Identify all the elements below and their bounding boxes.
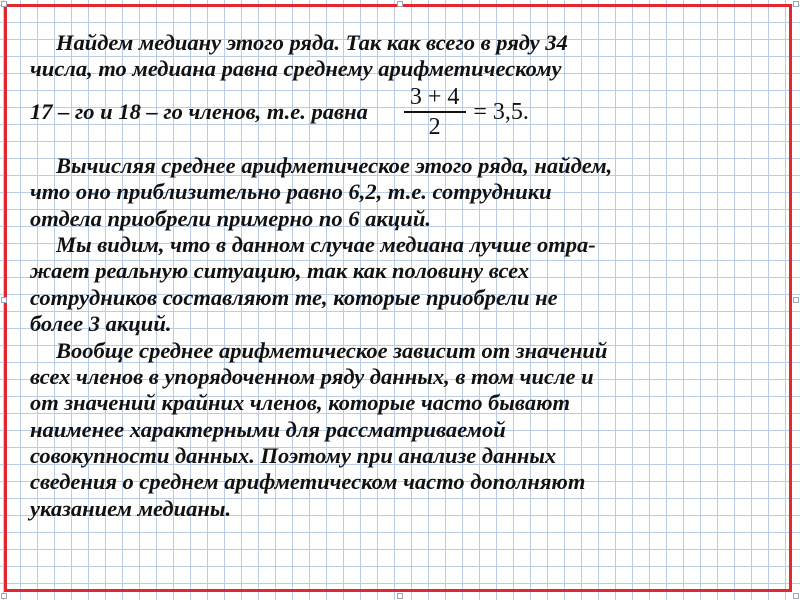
resize-handle-bottom-center[interactable] (397, 593, 403, 599)
resize-handle-bottom-left[interactable] (1, 593, 7, 599)
resize-handle-bottom-right[interactable] (793, 593, 799, 599)
text-line: числа, то медиана равна среднему арифметическому (30, 56, 562, 82)
formula-result: = 3,5. (473, 98, 529, 125)
resize-handle-middle-right[interactable] (793, 297, 799, 303)
text-line: всех членов в упорядоченном ряду данных, в том числе и (30, 363, 594, 389)
text-line: совокупности данных. Поэтому при анализе данных (30, 443, 557, 469)
resize-handle-top-left[interactable] (1, 1, 7, 7)
text-line: Мы видим, что в данном случае медиана лучше отра- (56, 231, 596, 257)
resize-handle-top-center[interactable] (397, 1, 403, 7)
text-line: наименее характерными для рассматриваемой (30, 416, 506, 442)
slide-text-box[interactable] (30, 30, 780, 522)
text-line: указанием медианы. (30, 495, 232, 521)
text-line: более 3 акций. (30, 311, 172, 337)
median-formula-line (30, 83, 780, 141)
text-line: Вообще среднее арифметическое зависит от значений (56, 337, 608, 363)
fraction (402, 85, 468, 139)
fraction-denominator: 2 (428, 113, 441, 140)
text-line: Вычисляя среднее арифметическое этого ряда, найдем, (56, 152, 613, 178)
text-line: 17 – го и 18 – го членов, т.е. равна (30, 98, 368, 124)
text-line: сведения о среднем арифметическом часто дополняют (30, 469, 586, 495)
text-line: Найдем медиану этого ряда. Так как всего в ряду 34 (56, 30, 568, 55)
text-line: от значений крайних членов, которые часто бывают (30, 390, 570, 416)
text-line: жает реальную ситуацию, так как половину всех (30, 258, 530, 284)
paragraph-spacer (30, 141, 780, 153)
fraction-bar (404, 111, 466, 113)
text-line: сотрудников составляют те, которые приобрели не (30, 284, 558, 310)
resize-handle-middle-left[interactable] (1, 297, 7, 303)
text-line: что оно приблизительно равно 6,2, т.е. сотрудники (30, 179, 552, 205)
fraction-numerator: 3 + 4 (409, 84, 460, 111)
text-line: отдела приобрели примерно по 6 акций. (30, 205, 431, 231)
resize-handle-top-right[interactable] (793, 1, 799, 7)
